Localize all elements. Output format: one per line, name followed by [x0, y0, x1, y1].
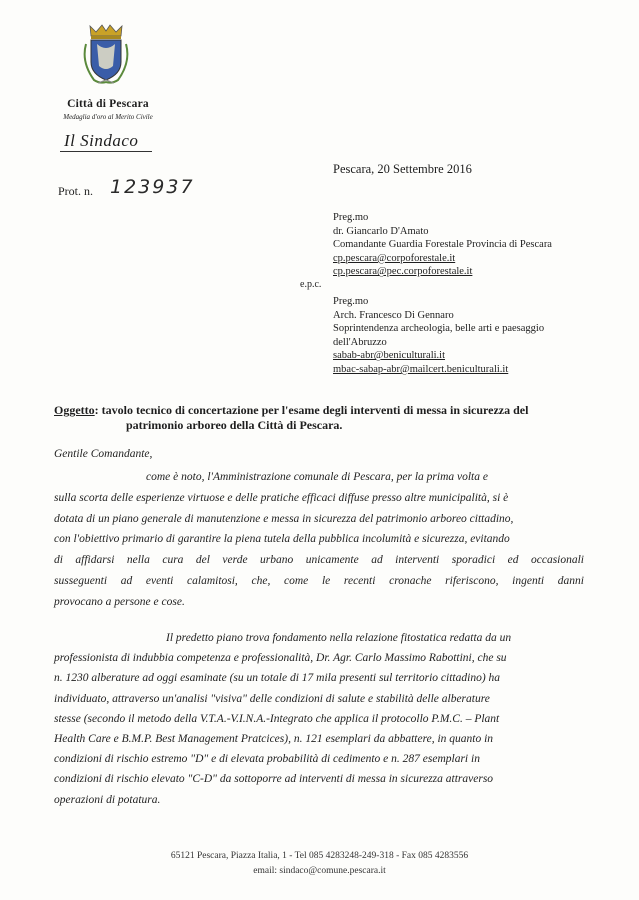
recipient-line: dell'Abruzzo [333, 336, 387, 348]
recipient-block [333, 211, 552, 279]
city-name: Città di Pescara [67, 98, 149, 110]
paragraph [54, 467, 584, 613]
paragraph-line: individuato, attraverso un'analisi "visiva" delle condizioni di salute e stabilità delle alberature [54, 692, 490, 705]
recipient-line: Preg.mo [333, 212, 369, 223]
footer-email[interactable]: email: sindaco@comune.pescara.it [253, 866, 386, 876]
paragraph-line: con l'obiettivo primario di garantire la piena tutela della pubblica incolumità e sicurezza, evitando [54, 533, 510, 546]
recipient-line: Comandante Guardia Forestale Provincia di Pescara [333, 239, 552, 251]
paragraph [54, 628, 584, 810]
letter-date: Pescara, 20 Settembre 2016 [333, 162, 472, 176]
paragraph-line: condizioni di rischio elevato "C-D" da sottoporre ad interventi di messa in sicurezza attraverso [54, 773, 494, 786]
paragraph-line: operazioni di potatura. [54, 793, 161, 806]
subject-label: Oggetto [54, 403, 95, 417]
subject-heading [54, 403, 594, 433]
office-signature: Il Sindaco [64, 131, 139, 150]
footer-address: 65121 Pescara, Piazza Italia, 1 - Tel 085 4283248-249-318 - Fax 085 4283556 [170, 851, 469, 861]
recipient-email-link[interactable]: cp.pescara@corpoforestale.it [333, 252, 456, 264]
paragraph-line: Health Care e B.M.P. Best Management Pratcices), n. 121 esemplari da abbattere, in quanto in [54, 732, 494, 745]
paragraph-line: Il predetto piano trova fondamento nella relazione fitostatica redatta da un [166, 632, 512, 644]
recipient-email-link[interactable]: sabab-abr@beniculturali.it [333, 350, 446, 362]
paragraph-line: professionista di indubbia competenza e professionalità, Dr. Agr. Carlo Massimo Rabottini, che su [54, 652, 507, 665]
paragraph-line: stesse (secondo il metodo della V.T.A.-V.I.N.A.-Integrato che applica il protocollo P.M.C. – Plant [54, 712, 500, 725]
signature-underline [60, 151, 152, 152]
recipient-block [333, 295, 544, 377]
epc-label: e.p.c. [300, 279, 322, 290]
paragraph-line: provocano a persone e cose. [54, 595, 185, 608]
paragraph-line: come è noto, l'Amministrazione comunale di Pescara, per la prima volta e [146, 471, 488, 483]
paragraph-line: dotata di un piano generale di manutenzione e messa in sicurezza del patrimonio arboreo cittadino, [54, 512, 514, 525]
recipient-email-link[interactable]: cp.pescara@pec.corpoforestale.it [333, 266, 473, 278]
recipient-line: dr. Giancarlo D'Amato [333, 225, 429, 237]
recipient-email-link[interactable]: mbac-sabap-abr@mailcert.beniculturali.it [333, 363, 509, 375]
coat-of-arms-icon [80, 22, 132, 88]
subject-text: : tavolo tecnico di concertazione per l'esame degli interventi di messa in sicurezza del [94, 403, 529, 417]
protocol-label: Prot. n. [58, 184, 94, 198]
protocol-number: 123937 [110, 176, 195, 198]
subject-text: patrimonio arboreo della Città di Pescara. [126, 418, 343, 432]
paragraph-line: susseguenti ad eventi calamitosi, che, come le recenti cronache riferiscono, ingenti danni [54, 574, 584, 587]
paragraph-line: di affidarsi nella cura del verde urbano unicamente ad interventi sporadici ed occasionali [54, 554, 584, 567]
recipient-line: Soprintendenza archeologia, belle arti e paesaggio [333, 323, 545, 335]
medal-caption: Medaglia d'oro al Merito Civile [63, 113, 153, 121]
paragraph-line: sulla scorta delle esperienze virtuose e delle pratiche efficaci diffuse presso altre municipalità, si è [54, 491, 509, 504]
paragraph-line: condizioni di rischio estremo "D" e di elevata probabilità di cedimento e n. 287 esemplari in [54, 753, 480, 766]
paragraph-line: n. 1230 alberature ad oggi esaminate (su un totale di 17 mila presenti sul territorio cittadino) ha [54, 672, 501, 685]
recipient-line: Arch. Francesco Di Gennaro [333, 309, 454, 321]
greeting: Gentile Comandante, [54, 448, 153, 460]
recipient-line: Preg.mo [333, 296, 369, 307]
